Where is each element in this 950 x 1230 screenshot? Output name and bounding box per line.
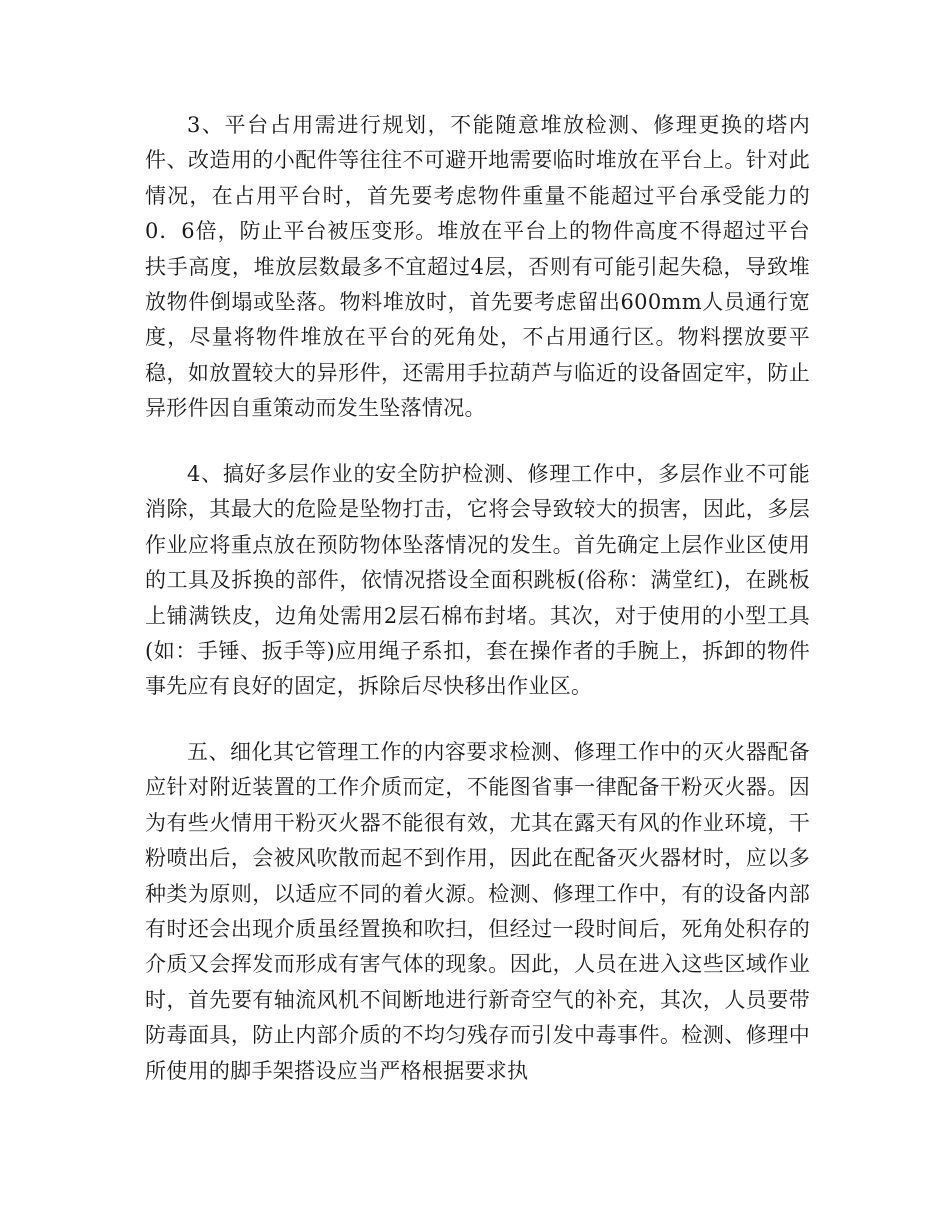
paragraph-other-management: 五、细化其它管理工作的内容要求检测、修理工作中的灭火器配备应针对附近装置的工作介质而定，不能图省事一律配备干粉灭火器。因为有些火情用干粉灭火器不能很有效，尤其在露天有风的作业环境，干粉喷出后，会被风吹散而起不到作用，因此在配备灭火器材时，应以多种类为原则，以适应不同的着火源。检测、修理工作中，有的设备内部有时还会出现介质虽经置换和吹扫，但经过一段时间后，死角处积存的介质又会挥发而形成有害气体的现象。因此，人员在进入这些区域作业时，首先要有轴流风机不间断地进行新奇空气的补充，其次，人员要带防毒面具，防止内部介质的不均匀残存而引发中毒事件。检测、修理中所使用的脚手架搭设应当严格根据要求执 [145,740,810,1083]
paragraph-multilayer-protection: 4、搞好多层作业的安全防护检测、修理工作中，多层作业不可能消除，其最大的危险是坠物打击，它将会导致较大的损害，因此，多层作业应将重点放在预防物体坠落情况的发生。首先确定上层作业区使用的工具及拆换的部件，依情况搭设全面积跳板(俗称：满堂红)，在跳板上铺满铁皮，边角处需用2层石棉布封堵。其次，对于使用的小型工具(如：手锤、扳手等)应用绳子系扣，套在操作者的手腕上，拆卸的物件事先应有良好的固定，拆除后尽快移出作业区。 [145,462,810,699]
paragraph-platform-storage: 3、平台占用需进行规划，不能随意堆放检测、修理更换的塔内件、改造用的小配件等往往不可避开地需要临时堆放在平台上。针对此情况，在占用平台时，首先要考虑物件重量不能超过平台承受能力的0．6倍，防止平台被压变形。堆放在平台上的物件高度不得超过平台扶手高度，堆放层数最多不宜超过4层，否则有可能引起失稳，导致堆放物件倒塌或坠落。物料堆放时，首先要考虑留出600mm人员通行宽度，尽量将物件堆放在平台的死角处，不占用通行区。物料摆放要平稳，如放置较大的异形件，还需用手拉葫芦与临近的设备固定牢，防止异形件因自重策动而发生坠落情况。 [145,113,810,421]
